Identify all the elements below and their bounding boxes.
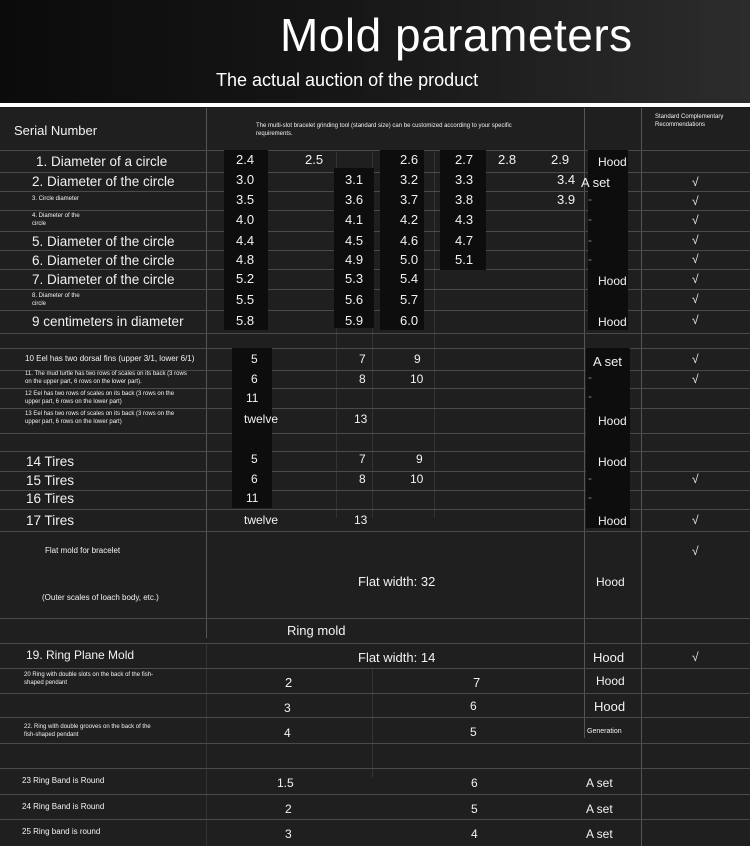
check-mark: √ (692, 292, 699, 306)
type-cell: - (588, 192, 592, 206)
grid-line (206, 108, 207, 638)
type-cell: A set (586, 776, 613, 790)
value-cell: 9 (416, 452, 423, 466)
description-header: The multi-slot bracelet grinding tool (standard size) can be customized according to your specific requirements. (256, 123, 512, 137)
value-cell: 11 (246, 491, 259, 505)
grid-line (0, 250, 750, 251)
grid-line (434, 152, 435, 518)
value-cell: 7 (473, 675, 481, 690)
value-cell: 8 (359, 472, 366, 486)
grid-line (0, 150, 750, 151)
row-label: 25 Ring band is round (22, 827, 101, 836)
value-cell: 6 (251, 372, 258, 386)
row-label: 22. Ring with double grooves on the back of the fish-shaped pendant (24, 724, 151, 738)
value-cell: 6 (470, 699, 477, 713)
value-cell: 5.2 (236, 271, 255, 286)
type-cell: Hood (598, 155, 627, 169)
row-label: 1. Diameter of a circle (36, 154, 168, 169)
value-cell: 4.5 (345, 233, 364, 248)
value-cell: 6.0 (400, 313, 419, 328)
value-cell: 5.3 (345, 271, 364, 286)
row-label: 3. Circle diameter (32, 196, 80, 202)
value-cell: 5.6 (345, 292, 364, 307)
value-cell: 11 (246, 391, 259, 405)
value-cell: 5.9 (345, 313, 364, 328)
check-mark: √ (692, 352, 699, 366)
value-cell: 3.1 (345, 172, 364, 187)
type-cell: Hood (598, 274, 627, 288)
grid-line (0, 408, 750, 409)
value-cell: Flat width: 32 (358, 574, 436, 589)
header-banner (0, 0, 750, 103)
value-cell: twelve (244, 513, 279, 527)
value-cell: 3.3 (455, 172, 474, 187)
grid-line (372, 668, 373, 778)
grid-line (0, 172, 750, 173)
value-cell: 4.0 (236, 212, 255, 227)
page-title: Mold parameters (280, 9, 633, 61)
section-title: Ring mold (287, 623, 346, 638)
row-label: 7. Diameter of the circle (32, 272, 175, 287)
row-label: 9 centimeters in diameter (32, 314, 184, 329)
grid-line (0, 269, 750, 270)
grid-line (0, 768, 750, 769)
value-cell: 4.3 (455, 212, 474, 227)
row-label: 8. Diameter of the circle (32, 293, 80, 307)
value-cell: 5.0 (400, 252, 419, 267)
value-cell: 2.5 (305, 152, 324, 167)
value-cell: 7 (359, 352, 366, 366)
grid-line (0, 348, 750, 349)
serial-header: Serial Number (14, 123, 98, 138)
value-cell: Flat width: 14 (358, 650, 436, 665)
type-cell: - (588, 212, 592, 226)
row-label: 6. Diameter of the circle (32, 253, 175, 268)
row-label: 19. Ring Plane Mold (26, 648, 135, 662)
divider (0, 103, 750, 107)
check-mark: √ (692, 213, 699, 227)
grid-line (0, 794, 750, 795)
row-label: 23 Ring Band is Round (22, 776, 105, 785)
check-mark: √ (692, 372, 699, 386)
value-cell: 13 (354, 412, 368, 426)
grid-line (206, 643, 207, 846)
type-cell: - (588, 389, 592, 403)
grid-line (0, 191, 750, 192)
value-cell: 4.8 (236, 252, 255, 267)
row-label: 12 Eel has two rows of scales on its back (3 rows on the upper part, 6 rows on the lower part) (25, 391, 175, 405)
grid-line (0, 531, 750, 532)
value-cell: 4.1 (345, 212, 364, 227)
check-mark: √ (692, 252, 699, 266)
value-cell: 2 (285, 675, 293, 690)
value-cell: 3 (285, 827, 292, 841)
check-mark: √ (692, 194, 699, 208)
recommend-header: Standard Complementary Recommendations (655, 114, 724, 128)
grid-line (0, 210, 750, 211)
type-cell: Hood (598, 315, 627, 329)
type-cell: - (588, 233, 592, 247)
grid-line (0, 388, 750, 389)
grid-line (0, 471, 750, 472)
type-cell: Hood (593, 650, 625, 665)
grid-line (0, 490, 750, 491)
value-cell: twelve (244, 412, 279, 426)
value-cell: 6 (471, 776, 478, 790)
value-cell: 3.9 (557, 192, 576, 207)
type-cell: A set (581, 175, 610, 190)
grid-line (0, 717, 750, 718)
value-cell: 5.7 (400, 292, 419, 307)
type-cell: Hood (598, 514, 627, 528)
check-mark: √ (692, 650, 699, 664)
row-label: 24 Ring Band is Round (22, 802, 105, 811)
type-cell: Hood (596, 674, 625, 688)
type-cell: - (588, 370, 592, 384)
value-cell: 3.5 (236, 192, 255, 207)
cell-shade (586, 348, 630, 528)
check-mark: √ (692, 513, 699, 527)
row-label: 14 Tires (26, 454, 75, 469)
grid-line (0, 643, 750, 644)
value-cell: 2.9 (551, 152, 570, 167)
check-mark: √ (692, 233, 699, 247)
grid-line (0, 231, 750, 232)
value-cell: 4 (471, 827, 478, 841)
grid-line (641, 108, 642, 846)
type-cell: A set (586, 827, 613, 841)
value-cell: 5 (470, 725, 477, 739)
value-cell: 2.4 (236, 152, 255, 167)
value-cell: 1.5 (277, 776, 294, 790)
value-cell: 4.7 (455, 233, 474, 248)
check-mark: √ (692, 272, 699, 286)
type-cell: Generation (587, 728, 622, 735)
value-cell: 5 (251, 352, 258, 366)
value-cell: 3 (284, 701, 291, 715)
value-cell: 3.0 (236, 172, 255, 187)
value-cell: 4 (284, 726, 291, 740)
value-cell: 3.6 (345, 192, 364, 207)
type-cell: A set (593, 354, 622, 369)
grid-line (0, 433, 750, 434)
page-subtitle: The actual auction of the product (216, 70, 479, 90)
grid-line (0, 693, 750, 694)
value-cell: 2.6 (400, 152, 419, 167)
type-cell: Hood (594, 699, 626, 714)
type-cell: - (588, 490, 592, 504)
row-label: 16 Tires (26, 491, 75, 506)
check-mark: √ (692, 544, 699, 558)
value-cell: 2 (285, 802, 292, 816)
row-label: 20 Ring with double slots on the back of the fish-shaped pendant (24, 672, 154, 686)
type-cell: - (588, 471, 592, 485)
value-cell: 7 (359, 452, 366, 466)
row-label: 15 Tires (26, 473, 75, 488)
grid-line (0, 509, 750, 510)
type-cell: Hood (598, 414, 627, 428)
row-label: 4. Diameter of the circle (32, 213, 80, 227)
value-cell: 5.1 (455, 252, 474, 267)
value-cell: 8 (359, 372, 366, 386)
value-cell: 4.2 (400, 212, 419, 227)
value-cell: 5.5 (236, 292, 255, 307)
grid-line (0, 743, 750, 744)
row-label: 11. The mud turtle has two rows of scales on its back (3 rows on the upper part, 6 rows on the lower part). (25, 371, 187, 385)
value-cell: 3.7 (400, 192, 419, 207)
check-mark: √ (692, 313, 699, 327)
grid-line (0, 310, 750, 311)
row-label: 5. Diameter of the circle (32, 234, 175, 249)
grid-line (0, 333, 750, 334)
row-label: 2. Diameter of the circle (32, 174, 175, 189)
value-cell: 5 (471, 802, 478, 816)
value-cell: 3.8 (455, 192, 474, 207)
grid-line (0, 618, 750, 619)
value-cell: 5.4 (400, 271, 419, 286)
value-cell: 3.2 (400, 172, 419, 187)
row-label: 13 Eel has two rows of scales on its back (3 rows on the upper part, 6 rows on the lower part) (25, 411, 175, 425)
type-cell: Hood (596, 575, 625, 589)
value-cell: 9 (414, 352, 421, 366)
grid-line (0, 289, 750, 290)
value-cell: 2.8 (498, 152, 517, 167)
type-cell: - (588, 252, 592, 266)
row-sublabel: (Outer scales of loach body, etc.) (42, 593, 159, 602)
value-cell: 6 (251, 472, 258, 486)
value-cell: 4.9 (345, 252, 364, 267)
value-cell: 4.6 (400, 233, 419, 248)
grid-line (0, 451, 750, 452)
value-cell: 3.4 (557, 172, 576, 187)
value-cell: 10 (410, 372, 424, 386)
row-label: Flat mold for bracelet (45, 546, 121, 555)
grid-line (0, 668, 750, 669)
value-cell: 5.8 (236, 313, 255, 328)
value-cell: 10 (410, 472, 424, 486)
grid-line (0, 819, 750, 820)
value-cell: 5 (251, 452, 258, 466)
check-mark: √ (692, 175, 699, 189)
value-cell: 2.7 (455, 152, 474, 167)
parameter-table (0, 108, 750, 846)
row-label: 17 Tires (26, 513, 75, 528)
value-cell: 13 (354, 513, 368, 527)
type-cell: A set (586, 802, 613, 816)
row-label: 10 Eel has two dorsal fins (upper 3/1, lower 6/1) (25, 354, 195, 363)
value-cell: 4.4 (236, 233, 255, 248)
check-mark: √ (692, 472, 699, 486)
type-cell: Hood (598, 455, 627, 469)
